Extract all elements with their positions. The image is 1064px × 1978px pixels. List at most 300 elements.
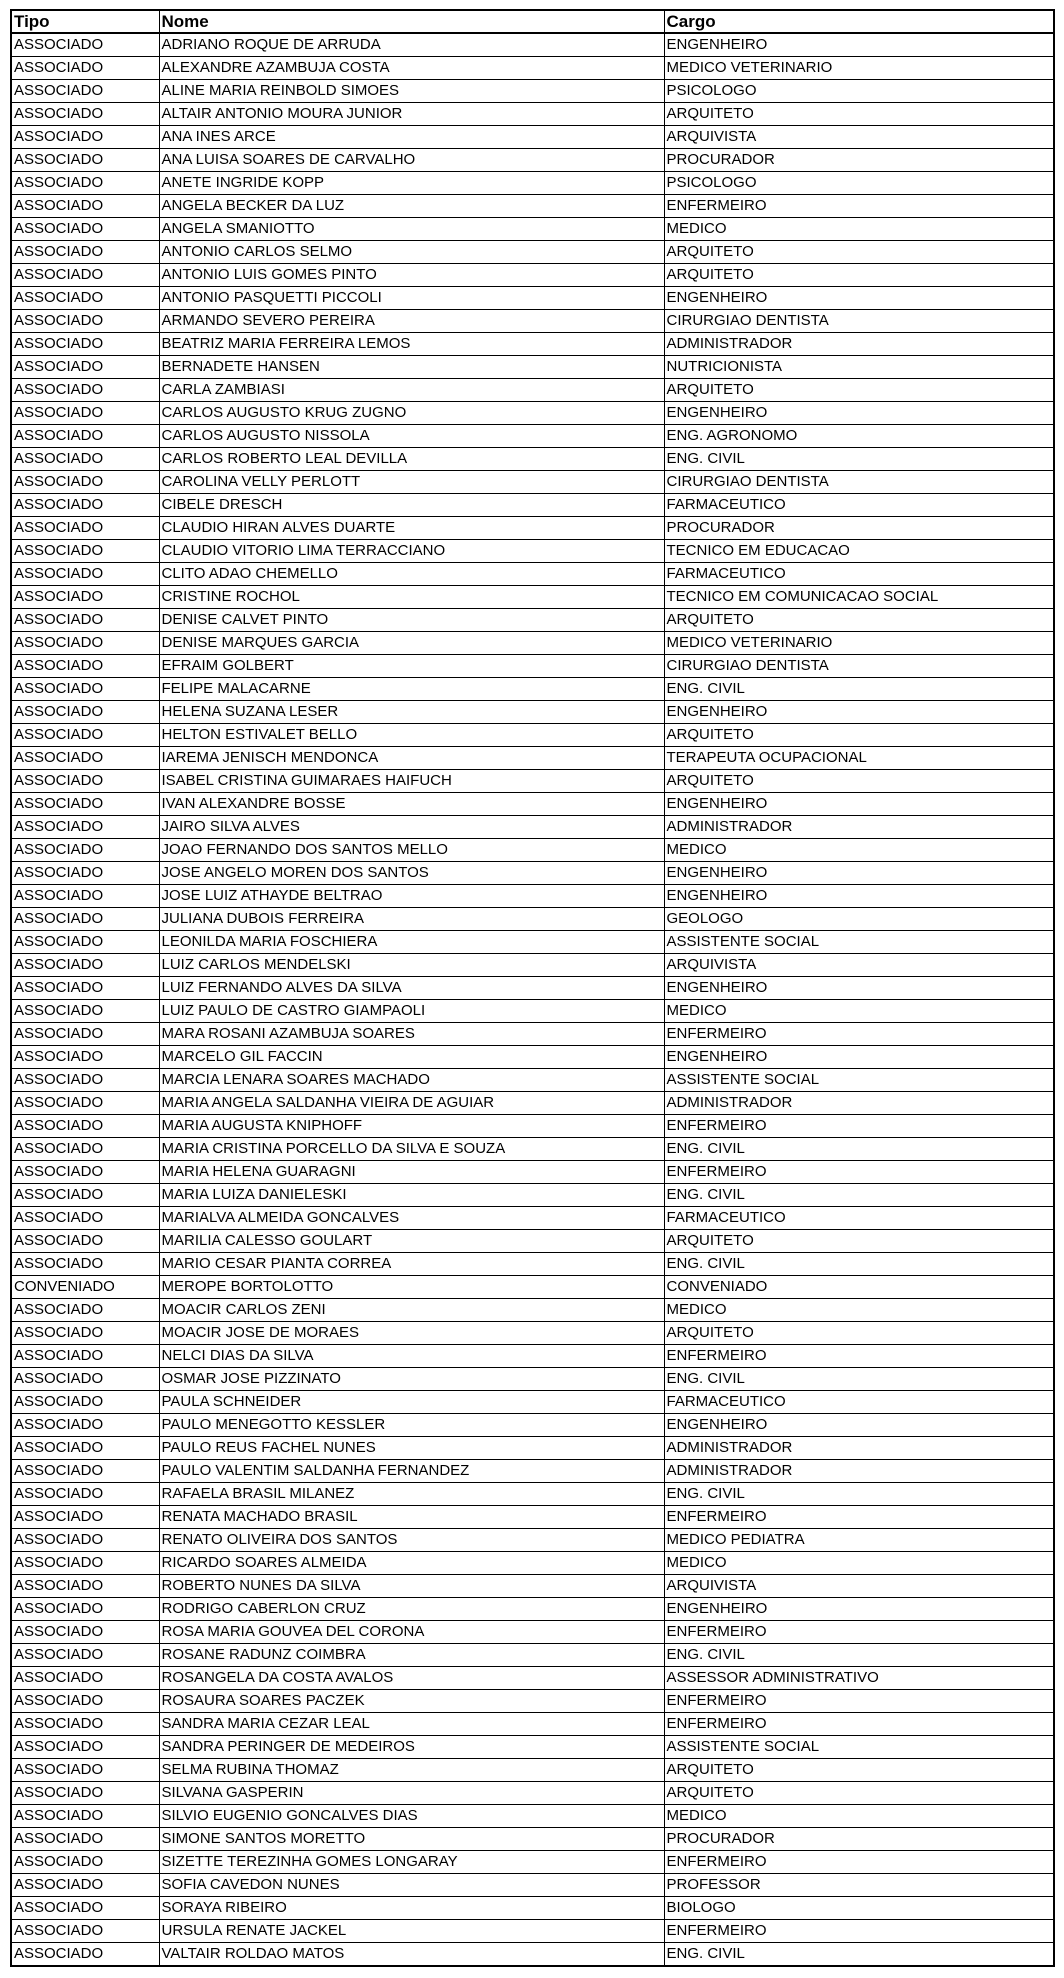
cell-tipo: ASSOCIADO (11, 1552, 159, 1575)
cell-cargo: ENG. CIVIL (664, 1138, 1054, 1161)
table-row (11, 1897, 1054, 1920)
cell-cargo: ARQUIVISTA (664, 126, 1054, 149)
cell-cargo: TECNICO EM EDUCACAO (664, 540, 1054, 563)
cell-tipo: ASSOCIADO (11, 494, 159, 517)
cell-tipo: ASSOCIADO (11, 1322, 159, 1345)
table-row (11, 862, 1054, 885)
cell-nome: SELMA RUBINA THOMAZ (159, 1759, 664, 1782)
cell-tipo: ASSOCIADO (11, 1069, 159, 1092)
cell-tipo: ASSOCIADO (11, 678, 159, 701)
cell-cargo: ASSISTENTE SOCIAL (664, 1069, 1054, 1092)
cell-cargo: ARQUITETO (664, 1782, 1054, 1805)
cell-nome: RAFAELA BRASIL MILANEZ (159, 1483, 664, 1506)
cell-cargo: ASSISTENTE SOCIAL (664, 1736, 1054, 1759)
cell-tipo: ASSOCIADO (11, 241, 159, 264)
cell-tipo: ASSOCIADO (11, 1736, 159, 1759)
cell-nome: SIMONE SANTOS MORETTO (159, 1828, 664, 1851)
cell-tipo: ASSOCIADO (11, 448, 159, 471)
cell-tipo: ASSOCIADO (11, 1759, 159, 1782)
cell-nome: IVAN ALEXANDRE BOSSE (159, 793, 664, 816)
cell-cargo: MEDICO VETERINARIO (664, 57, 1054, 80)
cell-cargo: ARQUITETO (664, 1322, 1054, 1345)
cell-tipo: ASSOCIADO (11, 57, 159, 80)
cell-cargo: ADMINISTRADOR (664, 1460, 1054, 1483)
cell-cargo: ENFERMEIRO (664, 1023, 1054, 1046)
cell-cargo: FARMACEUTICO (664, 1391, 1054, 1414)
cell-tipo: ASSOCIADO (11, 1782, 159, 1805)
table-row (11, 1920, 1054, 1943)
cell-tipo: ASSOCIADO (11, 862, 159, 885)
cell-nome: ARMANDO SEVERO PEREIRA (159, 310, 664, 333)
table-row (11, 1092, 1054, 1115)
table-row (11, 1414, 1054, 1437)
cell-tipo: ASSOCIADO (11, 1437, 159, 1460)
cell-tipo: ASSOCIADO (11, 931, 159, 954)
cell-cargo: ADMINISTRADOR (664, 1437, 1054, 1460)
cell-cargo: ARQUITETO (664, 379, 1054, 402)
table-row (11, 1161, 1054, 1184)
cell-cargo: ARQUITETO (664, 264, 1054, 287)
cell-nome: FELIPE MALACARNE (159, 678, 664, 701)
cell-tipo: ASSOCIADO (11, 885, 159, 908)
cell-cargo: ARQUITETO (664, 103, 1054, 126)
cell-cargo: ARQUITETO (664, 1759, 1054, 1782)
cell-cargo: ENFERMEIRO (664, 1115, 1054, 1138)
cell-cargo: ARQUITETO (664, 770, 1054, 793)
cell-nome: MARIO CESAR PIANTA CORREA (159, 1253, 664, 1276)
cell-cargo: TECNICO EM COMUNICACAO SOCIAL (664, 586, 1054, 609)
cell-nome: PAULO MENEGOTTO KESSLER (159, 1414, 664, 1437)
cell-cargo: ENG. CIVIL (664, 1644, 1054, 1667)
table-row (11, 1184, 1054, 1207)
table-row (11, 1437, 1054, 1460)
cell-tipo: ASSOCIADO (11, 517, 159, 540)
table-row (11, 356, 1054, 379)
cell-tipo: ASSOCIADO (11, 310, 159, 333)
cell-tipo: ASSOCIADO (11, 609, 159, 632)
table-row (11, 264, 1054, 287)
cell-tipo: ASSOCIADO (11, 1483, 159, 1506)
cell-nome: CARLOS AUGUSTO KRUG ZUGNO (159, 402, 664, 425)
cell-nome: IAREMA JENISCH MENDONCA (159, 747, 664, 770)
cell-cargo: ENFERMEIRO (664, 1621, 1054, 1644)
table-row (11, 310, 1054, 333)
table-row (11, 80, 1054, 103)
cell-nome: ANGELA SMANIOTTO (159, 218, 664, 241)
cell-tipo: ASSOCIADO (11, 471, 159, 494)
cell-cargo: ENG. CIVIL (664, 1184, 1054, 1207)
table-row (11, 1759, 1054, 1782)
table-row (11, 724, 1054, 747)
cell-nome: MARIA AUGUSTA KNIPHOFF (159, 1115, 664, 1138)
table-row (11, 425, 1054, 448)
cell-cargo: ENFERMEIRO (664, 1690, 1054, 1713)
cell-cargo: MEDICO VETERINARIO (664, 632, 1054, 655)
cell-nome: CARLOS AUGUSTO NISSOLA (159, 425, 664, 448)
table-row (11, 1782, 1054, 1805)
cell-tipo: ASSOCIADO (11, 1943, 159, 1967)
cell-tipo: ASSOCIADO (11, 1115, 159, 1138)
table-row (11, 1138, 1054, 1161)
cell-nome: SIZETTE TEREZINHA GOMES LONGARAY (159, 1851, 664, 1874)
cell-nome: DENISE CALVET PINTO (159, 609, 664, 632)
table-row (11, 839, 1054, 862)
table-row (11, 1552, 1054, 1575)
table-row (11, 1046, 1054, 1069)
cell-nome: MARIA CRISTINA PORCELLO DA SILVA E SOUZA (159, 1138, 664, 1161)
table-row (11, 1667, 1054, 1690)
table-row (11, 494, 1054, 517)
cell-nome: MARCELO GIL FACCIN (159, 1046, 664, 1069)
table-row (11, 1943, 1054, 1967)
cell-tipo: ASSOCIADO (11, 1161, 159, 1184)
cell-nome: ROSAURA SOARES PACZEK (159, 1690, 664, 1713)
cell-nome: BEATRIZ MARIA FERREIRA LEMOS (159, 333, 664, 356)
cell-nome: CLITO ADAO CHEMELLO (159, 563, 664, 586)
cell-nome: ALINE MARIA REINBOLD SIMOES (159, 80, 664, 103)
cell-tipo: ASSOCIADO (11, 287, 159, 310)
cell-tipo: ASSOCIADO (11, 80, 159, 103)
table-row (11, 1000, 1054, 1023)
cell-tipo: ASSOCIADO (11, 1253, 159, 1276)
cell-tipo: ASSOCIADO (11, 1874, 159, 1897)
table-row (11, 1690, 1054, 1713)
cell-cargo: ARQUIVISTA (664, 1575, 1054, 1598)
cell-nome: SANDRA PERINGER DE MEDEIROS (159, 1736, 664, 1759)
cell-cargo: ENFERMEIRO (664, 1506, 1054, 1529)
cell-cargo: ENGENHEIRO (664, 287, 1054, 310)
table-row (11, 172, 1054, 195)
table-row (11, 586, 1054, 609)
table-row (11, 1598, 1054, 1621)
table-row (11, 195, 1054, 218)
cell-cargo: ENG. CIVIL (664, 1253, 1054, 1276)
table-row (11, 1805, 1054, 1828)
table-row (11, 655, 1054, 678)
table-row (11, 747, 1054, 770)
cell-cargo: ENFERMEIRO (664, 1713, 1054, 1736)
table-row (11, 333, 1054, 356)
cell-nome: CAROLINA VELLY PERLOTT (159, 471, 664, 494)
cell-cargo: ARQUITETO (664, 724, 1054, 747)
cell-cargo: ENGENHEIRO (664, 402, 1054, 425)
cell-nome: JOAO FERNANDO DOS SANTOS MELLO (159, 839, 664, 862)
cell-nome: ALTAIR ANTONIO MOURA JUNIOR (159, 103, 664, 126)
table-row (11, 1483, 1054, 1506)
cell-cargo: ENFERMEIRO (664, 1161, 1054, 1184)
cell-nome: ROSANGELA DA COSTA AVALOS (159, 1667, 664, 1690)
table-row (11, 287, 1054, 310)
cell-cargo: CIRURGIAO DENTISTA (664, 655, 1054, 678)
cell-nome: MEROPE BORTOLOTTO (159, 1276, 664, 1299)
cell-tipo: ASSOCIADO (11, 195, 159, 218)
cell-tipo: ASSOCIADO (11, 839, 159, 862)
table-row (11, 57, 1054, 80)
table-row (11, 1391, 1054, 1414)
cell-nome: MARCIA LENARA SOARES MACHADO (159, 1069, 664, 1092)
cell-nome: JOSE LUIZ ATHAYDE BELTRAO (159, 885, 664, 908)
cell-nome: ANETE INGRIDE KOPP (159, 172, 664, 195)
cell-nome: ROSA MARIA GOUVEA DEL CORONA (159, 1621, 664, 1644)
cell-nome: MARIA LUIZA DANIELESKI (159, 1184, 664, 1207)
cell-tipo: ASSOCIADO (11, 977, 159, 1000)
table-row (11, 1368, 1054, 1391)
table-row (11, 1529, 1054, 1552)
cell-nome: ANTONIO CARLOS SELMO (159, 241, 664, 264)
cell-nome: ANTONIO PASQUETTI PICCOLI (159, 287, 664, 310)
table-row (11, 1069, 1054, 1092)
cell-nome: URSULA RENATE JACKEL (159, 1920, 664, 1943)
cell-nome: MOACIR JOSE DE MORAES (159, 1322, 664, 1345)
cell-cargo: ENGENHEIRO (664, 701, 1054, 724)
cell-nome: ANA INES ARCE (159, 126, 664, 149)
cell-nome: MARIA ANGELA SALDANHA VIEIRA DE AGUIAR (159, 1092, 664, 1115)
cell-tipo: ASSOCIADO (11, 908, 159, 931)
table-row (11, 1575, 1054, 1598)
cell-tipo: ASSOCIADO (11, 632, 159, 655)
cell-nome: MOACIR CARLOS ZENI (159, 1299, 664, 1322)
cell-tipo: ASSOCIADO (11, 1897, 159, 1920)
cell-nome: HELENA SUZANA LESER (159, 701, 664, 724)
table-row (11, 1253, 1054, 1276)
table-row (11, 540, 1054, 563)
cell-tipo: ASSOCIADO (11, 954, 159, 977)
cell-cargo: ENFERMEIRO (664, 195, 1054, 218)
cell-nome: PAULA SCHNEIDER (159, 1391, 664, 1414)
cell-tipo: ASSOCIADO (11, 1598, 159, 1621)
table-row (11, 632, 1054, 655)
cell-cargo: MEDICO (664, 1000, 1054, 1023)
cell-cargo: NUTRICIONISTA (664, 356, 1054, 379)
cell-nome: RENATA MACHADO BRASIL (159, 1506, 664, 1529)
cell-nome: MARILIA CALESSO GOULART (159, 1230, 664, 1253)
cell-cargo: ADMINISTRADOR (664, 816, 1054, 839)
cell-tipo: ASSOCIADO (11, 1713, 159, 1736)
header-cargo: Cargo (664, 10, 1054, 33)
cell-tipo: ASSOCIADO (11, 1230, 159, 1253)
cell-tipo: ASSOCIADO (11, 747, 159, 770)
cell-cargo: CIRURGIAO DENTISTA (664, 310, 1054, 333)
cell-tipo: ASSOCIADO (11, 126, 159, 149)
cell-cargo: ENFERMEIRO (664, 1345, 1054, 1368)
cell-cargo: PROFESSOR (664, 1874, 1054, 1897)
cell-cargo: ENG. AGRONOMO (664, 425, 1054, 448)
cell-tipo: ASSOCIADO (11, 33, 159, 57)
cell-nome: ADRIANO ROQUE DE ARRUDA (159, 33, 664, 57)
table-header (11, 10, 1054, 33)
cell-cargo: ENGENHEIRO (664, 1046, 1054, 1069)
cell-nome: ROBERTO NUNES DA SILVA (159, 1575, 664, 1598)
cell-cargo: ENG. CIVIL (664, 1368, 1054, 1391)
cell-tipo: ASSOCIADO (11, 1184, 159, 1207)
cell-tipo: ASSOCIADO (11, 1667, 159, 1690)
cell-cargo: ARQUITETO (664, 1230, 1054, 1253)
cell-cargo: MEDICO (664, 1552, 1054, 1575)
cell-nome: LUIZ PAULO DE CASTRO GIAMPAOLI (159, 1000, 664, 1023)
table-row (11, 1023, 1054, 1046)
cell-cargo: ENG. CIVIL (664, 448, 1054, 471)
cell-cargo: CONVENIADO (664, 1276, 1054, 1299)
table-row (11, 1736, 1054, 1759)
cell-tipo: ASSOCIADO (11, 1644, 159, 1667)
table-row (11, 1115, 1054, 1138)
cell-tipo: ASSOCIADO (11, 770, 159, 793)
table-row (11, 1207, 1054, 1230)
cell-cargo: MEDICO PEDIATRA (664, 1529, 1054, 1552)
cell-tipo: ASSOCIADO (11, 1920, 159, 1943)
cell-cargo: ENGENHEIRO (664, 862, 1054, 885)
cell-cargo: ASSESSOR ADMINISTRATIVO (664, 1667, 1054, 1690)
cell-nome: LUIZ FERNANDO ALVES DA SILVA (159, 977, 664, 1000)
cell-tipo: ASSOCIADO (11, 563, 159, 586)
cell-cargo: ENGENHEIRO (664, 1414, 1054, 1437)
table-row (11, 885, 1054, 908)
cell-nome: CLAUDIO HIRAN ALVES DUARTE (159, 517, 664, 540)
cell-tipo: ASSOCIADO (11, 655, 159, 678)
cell-cargo: FARMACEUTICO (664, 563, 1054, 586)
cell-tipo: ASSOCIADO (11, 264, 159, 287)
table-row (11, 1851, 1054, 1874)
cell-nome: ALEXANDRE AZAMBUJA COSTA (159, 57, 664, 80)
cell-tipo: ASSOCIADO (11, 1138, 159, 1161)
table-row (11, 1713, 1054, 1736)
table-row (11, 218, 1054, 241)
cell-nome: LUIZ CARLOS MENDELSKI (159, 954, 664, 977)
cell-nome: ROSANE RADUNZ COIMBRA (159, 1644, 664, 1667)
table-row (11, 931, 1054, 954)
cell-nome: SORAYA RIBEIRO (159, 1897, 664, 1920)
cell-tipo: ASSOCIADO (11, 172, 159, 195)
cell-nome: SILVIO EUGENIO GONCALVES DIAS (159, 1805, 664, 1828)
cell-cargo: ASSISTENTE SOCIAL (664, 931, 1054, 954)
cell-tipo: ASSOCIADO (11, 1207, 159, 1230)
table-row (11, 379, 1054, 402)
cell-cargo: MEDICO (664, 1805, 1054, 1828)
cell-nome: MARIA HELENA GUARAGNI (159, 1161, 664, 1184)
cell-tipo: ASSOCIADO (11, 356, 159, 379)
cell-tipo: ASSOCIADO (11, 1414, 159, 1437)
cell-tipo: ASSOCIADO (11, 1023, 159, 1046)
cell-tipo: ASSOCIADO (11, 1299, 159, 1322)
cell-nome: PAULO VALENTIM SALDANHA FERNANDEZ (159, 1460, 664, 1483)
cell-cargo: MEDICO (664, 218, 1054, 241)
cell-cargo: CIRURGIAO DENTISTA (664, 471, 1054, 494)
member-table (10, 9, 1055, 1967)
cell-cargo: ENGENHEIRO (664, 885, 1054, 908)
cell-cargo: ENG. CIVIL (664, 1483, 1054, 1506)
cell-cargo: ENGENHEIRO (664, 793, 1054, 816)
table-row (11, 609, 1054, 632)
table-row (11, 1644, 1054, 1667)
cell-cargo: ENG. CIVIL (664, 1943, 1054, 1967)
table-row (11, 149, 1054, 172)
cell-tipo: ASSOCIADO (11, 816, 159, 839)
cell-cargo: BIOLOGO (664, 1897, 1054, 1920)
cell-tipo: ASSOCIADO (11, 1828, 159, 1851)
table-row (11, 701, 1054, 724)
cell-cargo: ENFERMEIRO (664, 1851, 1054, 1874)
table-row (11, 793, 1054, 816)
cell-nome: ISABEL CRISTINA GUIMARAES HAIFUCH (159, 770, 664, 793)
cell-nome: MARIALVA ALMEIDA GONCALVES (159, 1207, 664, 1230)
table-row (11, 1276, 1054, 1299)
cell-cargo: ARQUITETO (664, 241, 1054, 264)
cell-tipo: ASSOCIADO (11, 103, 159, 126)
table-row (11, 402, 1054, 425)
cell-nome: PAULO REUS FACHEL NUNES (159, 1437, 664, 1460)
cell-tipo: ASSOCIADO (11, 379, 159, 402)
cell-cargo: FARMACEUTICO (664, 1207, 1054, 1230)
cell-nome: CRISTINE ROCHOL (159, 586, 664, 609)
cell-cargo: PROCURADOR (664, 149, 1054, 172)
table-row (11, 241, 1054, 264)
table-row (11, 1345, 1054, 1368)
table-row (11, 770, 1054, 793)
cell-cargo: ENGENHEIRO (664, 977, 1054, 1000)
cell-nome: NELCI DIAS DA SILVA (159, 1345, 664, 1368)
cell-nome: ANTONIO LUIS GOMES PINTO (159, 264, 664, 287)
cell-cargo: MEDICO (664, 1299, 1054, 1322)
cell-nome: MARA ROSANI AZAMBUJA SOARES (159, 1023, 664, 1046)
table-row (11, 563, 1054, 586)
cell-nome: ANA LUISA SOARES DE CARVALHO (159, 149, 664, 172)
cell-cargo: PROCURADOR (664, 1828, 1054, 1851)
table-row (11, 33, 1054, 57)
cell-nome: JOSE ANGELO MOREN DOS SANTOS (159, 862, 664, 885)
table-row (11, 471, 1054, 494)
cell-nome: OSMAR JOSE PIZZINATO (159, 1368, 664, 1391)
cell-tipo: ASSOCIADO (11, 425, 159, 448)
cell-cargo: GEOLOGO (664, 908, 1054, 931)
table-row (11, 1460, 1054, 1483)
cell-tipo: ASSOCIADO (11, 1851, 159, 1874)
cell-cargo: ARQUITETO (664, 609, 1054, 632)
table-row (11, 103, 1054, 126)
cell-nome: CIBELE DRESCH (159, 494, 664, 517)
cell-tipo: ASSOCIADO (11, 1690, 159, 1713)
cell-tipo: ASSOCIADO (11, 724, 159, 747)
cell-nome: CARLA ZAMBIASI (159, 379, 664, 402)
cell-nome: EFRAIM GOLBERT (159, 655, 664, 678)
cell-cargo: FARMACEUTICO (664, 494, 1054, 517)
table-body (11, 33, 1054, 1966)
cell-nome: CLAUDIO VITORIO LIMA TERRACCIANO (159, 540, 664, 563)
cell-tipo: ASSOCIADO (11, 333, 159, 356)
table-row (11, 1299, 1054, 1322)
table-row (11, 977, 1054, 1000)
cell-nome: VALTAIR ROLDAO MATOS (159, 1943, 664, 1967)
cell-nome: SANDRA MARIA CEZAR LEAL (159, 1713, 664, 1736)
cell-nome: BERNADETE HANSEN (159, 356, 664, 379)
header-nome: Nome (159, 10, 664, 33)
cell-cargo: PSICOLOGO (664, 172, 1054, 195)
table-row (11, 816, 1054, 839)
cell-tipo: ASSOCIADO (11, 1805, 159, 1828)
table-row (11, 1322, 1054, 1345)
cell-nome: ANGELA BECKER DA LUZ (159, 195, 664, 218)
cell-tipo: ASSOCIADO (11, 793, 159, 816)
cell-nome: JAIRO SILVA ALVES (159, 816, 664, 839)
cell-nome: DENISE MARQUES GARCIA (159, 632, 664, 655)
cell-tipo: ASSOCIADO (11, 1460, 159, 1483)
cell-nome: SOFIA CAVEDON NUNES (159, 1874, 664, 1897)
cell-cargo: ENGENHEIRO (664, 33, 1054, 57)
cell-tipo: ASSOCIADO (11, 1092, 159, 1115)
cell-cargo: MEDICO (664, 839, 1054, 862)
cell-nome: HELTON ESTIVALET BELLO (159, 724, 664, 747)
table-row (11, 954, 1054, 977)
cell-tipo: ASSOCIADO (11, 1368, 159, 1391)
